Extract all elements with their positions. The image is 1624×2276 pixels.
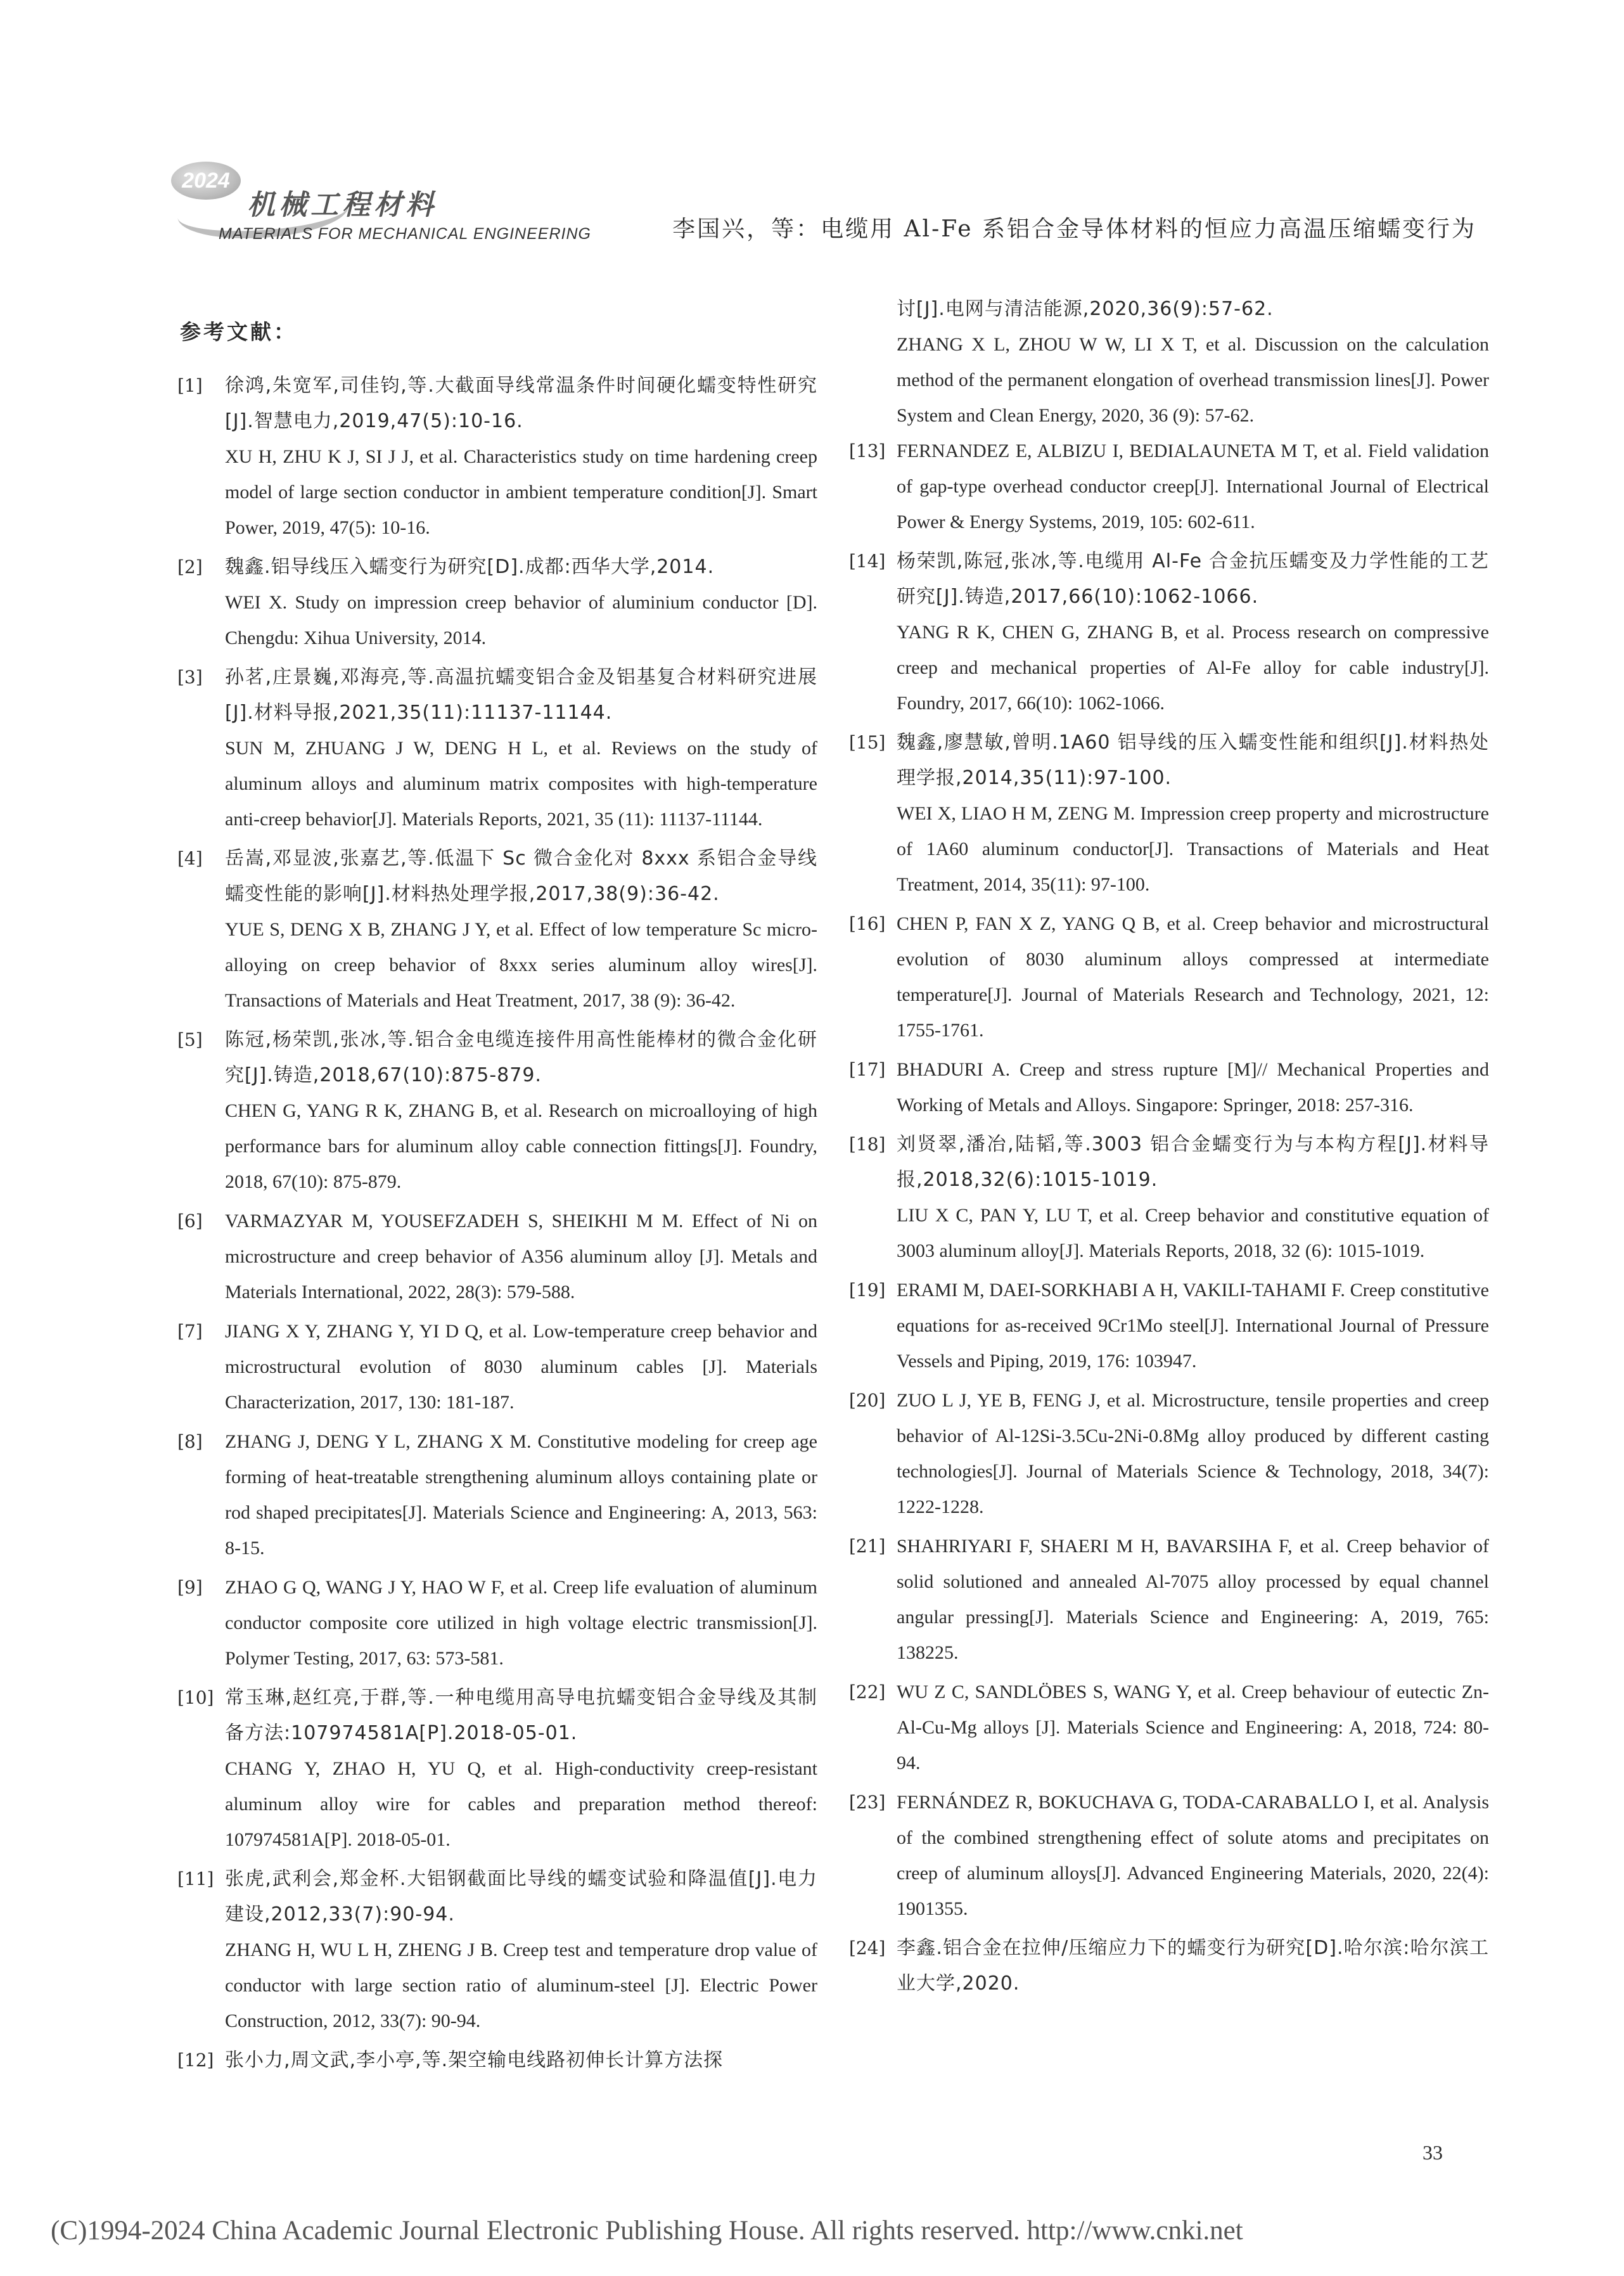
- reference-item: [849, 1931, 1489, 2002]
- reference-item: [177, 1314, 817, 1420]
- reference-body: [225, 550, 817, 656]
- reference-body: [225, 660, 817, 837]
- reference-en-text: BHADURI A. Creep and stress rupture [M]// Mechanical Properties and Working of Metals and Alloys. Singapore: Springer, 2018: 257-316.: [897, 1059, 1489, 1115]
- reference-cn-text: 魏鑫,廖慧敏,曾明.1A60 铝导线的压入蠕变性能和组织[J].材料热处理学报,2014,35(11):97-100.: [897, 731, 1489, 789]
- reference-number: [21]: [849, 1536, 886, 1557]
- reference-item: [849, 725, 1489, 903]
- reference-en-text: WEI X, LIAO H M, ZENG M. Impression creep property and microstructure of 1A60 aluminum conductor[J]. Transactions of Materials and Heat Treatment, 2014, 35(11): 97-100.: [897, 803, 1489, 895]
- reference-en-text: ERAMI M, DAEI-SORKHABI A H, VAKILI-TAHAMI F. Creep constitutive equations for as-received 9Cr1Mo steel[J]. International Journal of Pressure Vessels and Piping, 2019, 176: 103947.: [897, 1280, 1489, 1372]
- page-header: [171, 143, 1476, 257]
- reference-body: [225, 1314, 817, 1420]
- reference-body: [897, 1529, 1489, 1671]
- reference-item: [849, 544, 1489, 721]
- copyright-footer: (C)1994-2024 China Academic Journal Electronic Publishing House. All rights reserved. http://www.cnki.net: [51, 2216, 1243, 2246]
- reference-item: [849, 1675, 1489, 1781]
- reference-body: [897, 434, 1489, 540]
- reference-body: [225, 1424, 817, 1566]
- reference-body: [225, 1861, 817, 2039]
- running-title: 李国兴，等：电缆用 Al-Fe 系铝合金导体材料的恒应力高温压缩蠕变行为: [672, 216, 1476, 242]
- reference-en-text: WU Z C, SANDLÖBES S, WANG Y, et al. Creep behaviour of eutectic Zn-Al-Cu-Mg alloys [J]. Materials Science and Engineering: A, 2018, 724: 80-94.: [897, 1681, 1489, 1773]
- reference-body: [897, 1383, 1489, 1525]
- reference-body: [225, 1680, 817, 1858]
- reference-number: [16]: [849, 913, 886, 934]
- reference-en-text: VARMAZYAR M, YOUSEFZADEH S, SHEIKHI M M. Effect of Ni on microstructure and creep behavior of A356 aluminum alloy [J]. Metals and Materials International, 2022, 28(3): 579-588.: [225, 1211, 817, 1302]
- reference-body: [225, 1022, 817, 1200]
- reference-body: [225, 1204, 817, 1310]
- page-number: 33: [1423, 2141, 1443, 2164]
- reference-body: [897, 906, 1489, 1048]
- reference-number: [14]: [849, 551, 886, 572]
- reference-number: [8]: [177, 1431, 203, 1452]
- reference-en-text: ZHAO G Q, WANG J Y, HAO W F, et al. Creep life evaluation of aluminum conductor composite core utilized in high voltage electric transmission[J]. Polymer Testing, 2017, 63: 573-581.: [225, 1577, 817, 1669]
- reference-en-text: LIU X C, PAN Y, LU T, et al. Creep behavior and constitutive equation of 3003 aluminum alloy[J]. Materials Reports, 2018, 32 (6): 1015-1019.: [897, 1205, 1489, 1261]
- reference-item: [177, 1570, 817, 1676]
- reference-number: [5]: [177, 1029, 203, 1050]
- reference-en-text: YANG R K, CHEN G, ZHANG B, et al. Process research on compressive creep and mechanical properties of Al-Fe alloy for cable industry[J]. Foundry, 2017, 66(10): 1062-1066.: [897, 622, 1489, 714]
- reference-item: [177, 1861, 817, 2039]
- reference-number: [12]: [177, 2050, 214, 2071]
- reference-cn-text: 李鑫.铝合金在拉伸/压缩应力下的蠕变行为研究[D].哈尔滨:哈尔滨工业大学,2020.: [897, 1937, 1489, 1995]
- journal-title-cn: 机械工程材料: [247, 189, 437, 221]
- reference-item: [849, 1383, 1489, 1525]
- reference-body: [897, 1127, 1489, 1269]
- reference-item: [849, 1052, 1489, 1123]
- reference-item: [177, 368, 817, 546]
- reference-number: [19]: [849, 1280, 886, 1301]
- reference-cn-text: 魏鑫.铝导线压入蠕变行为研究[D].成都:西华大学,2014.: [225, 556, 715, 578]
- reference-number: [9]: [177, 1577, 203, 1598]
- reference-body: [897, 1273, 1489, 1379]
- reference-body: [897, 544, 1489, 721]
- reference-en-text: ZHANG H, WU L H, ZHENG J B. Creep test and temperature drop value of conductor with large section ratio of aluminum-steel [J]. Electric Power Construction, 2012, 33(7): 90-94.: [225, 1939, 817, 2031]
- reference-number: [23]: [849, 1792, 886, 1813]
- reference-number: [3]: [177, 667, 203, 688]
- reference-en-text: ZHANG J, DENG Y L, ZHANG X M. Constitutive modeling for creep age forming of heat-treatable strengthening aluminum alloys containing plate or rod shaped precipitates[J]. Materials Science and Engineering: A, 2013, 563: 8-15.: [225, 1431, 817, 1559]
- reference-item: [177, 1204, 817, 1310]
- reference-item: [177, 550, 817, 656]
- reference-number: [18]: [849, 1134, 886, 1155]
- reference-item: [849, 1785, 1489, 1927]
- reference-body: [225, 841, 817, 1019]
- reference-item: [177, 1680, 817, 1858]
- reference-en-text: WEI X. Study on impression creep behavior of aluminium conductor [D]. Chengdu: Xihua University, 2014.: [225, 592, 817, 648]
- reference-item: [849, 434, 1489, 540]
- reference-item: [177, 1424, 817, 1566]
- references-left-column: [177, 304, 817, 2082]
- reference-number: [20]: [849, 1390, 886, 1411]
- reference-cn-text: 张虎,武利会,郑金杯.大铝钢截面比导线的蠕变试验和降温值[J].电力建设,2012,33(7):90-94.: [225, 1868, 817, 1926]
- reference-list-right: [849, 434, 1489, 2002]
- reference-item: [177, 2043, 817, 2078]
- journal-year-badge: 2024: [171, 162, 241, 200]
- references-heading: 参考文献：: [180, 319, 297, 344]
- reference-item: [177, 660, 817, 837]
- reference-body: [897, 1785, 1489, 1927]
- reference-body: [225, 368, 817, 546]
- reference-body: [225, 1570, 817, 1676]
- reference-en-text: XU H, ZHU K J, SI J J, et al. Characteristics study on time hardening creep model of large section conductor in ambient temperature condition[J]. Smart Power, 2019, 47(5): 10-16.: [225, 446, 817, 538]
- reference-number: [24]: [849, 1938, 886, 1958]
- reference-number: [10]: [177, 1687, 214, 1708]
- reference-en-text: ZHANG X L, ZHOU W W, LI X T, et al. Discussion on the calculation method of the permanent elongation of overhead transmission lines[J]. Power System and Clean Energy, 2020, 36 (9): 57-62.: [897, 334, 1489, 426]
- reference-cn-text: 岳嵩,邓显波,张嘉艺,等.低温下 Sc 微合金化对 8xxx 系铝合金导线蠕变性能的影响[J].材料热处理学报,2017,38(9):36-42.: [225, 847, 817, 905]
- reference-item: [849, 1127, 1489, 1269]
- reference-body: [897, 725, 1489, 903]
- reference-cn-text: 杨荣凯,陈冠,张冰,等.电缆用 Al-Fe 合金抗压蠕变及力学性能的工艺研究[J].铸造,2017,66(10):1062-1066.: [897, 550, 1489, 608]
- reference-number: [7]: [177, 1321, 203, 1342]
- journal-title-en: MATERIALS FOR MECHANICAL ENGINEERING: [219, 225, 591, 243]
- reference-cn-text: 徐鸿,朱宽军,司佳钧,等.大截面导线常温条件时间硬化蠕变特性研究[J].智慧电力,2019,47(5):10-16.: [225, 375, 817, 432]
- reference-en-text: CHEN P, FAN X Z, YANG Q B, et al. Creep behavior and microstructural evolution of 8030 aluminum alloys compressed at intermediate temperature[J]. Journal of Materials Research and Technology, 2021, 12: 1755-1761.: [897, 913, 1489, 1041]
- reference-12-continuation: [897, 292, 1489, 434]
- reference-list-left: [177, 368, 817, 2078]
- reference-en-text: YUE S, DENG X B, ZHANG J Y, et al. Effect of low temperature Sc micro-alloying on creep behavior of 8xxx series aluminum alloy wires[J]. Transactions of Materials and Heat Treatment, 2017, 38 (9): 36-42.: [225, 919, 817, 1011]
- reference-body: [225, 2043, 817, 2078]
- reference-item: [849, 906, 1489, 1048]
- reference-number: [22]: [849, 1681, 886, 1702]
- reference-item: [849, 1529, 1489, 1671]
- reference-number: [15]: [849, 732, 886, 753]
- reference-en-text: SUN M, ZHUANG J W, DENG H L, et al. Reviews on the study of aluminum alloys and aluminum matrix composites with high-temperature anti-creep behavior[J]. Materials Reports, 2021, 35 (11): 11137-11144.: [225, 738, 817, 830]
- reference-cn-text: 常玉琳,赵红亮,于群,等.一种电缆用高导电抗蠕变铝合金导线及其制备方法:107974581A[P].2018-05-01.: [225, 1687, 817, 1744]
- reference-number: [13]: [849, 440, 886, 461]
- reference-number: [2]: [177, 556, 203, 577]
- reference-number: [11]: [177, 1868, 214, 1889]
- references-right-column: [849, 292, 1489, 2005]
- reference-item: [177, 841, 817, 1019]
- reference-body: [897, 1052, 1489, 1123]
- reference-number: [17]: [849, 1059, 886, 1080]
- reference-cn-text: 张小力,周文武,李小亭,等.架空输电线路初伸长计算方法探: [225, 2049, 724, 2071]
- reference-en-text: FERNÁNDEZ R, BOKUCHAVA G, TODA-CARABALLO I, et al. Analysis of the combined strengthening effect of solute atoms and precipitates on creep of aluminum alloys[J]. Advanced Engineering Materials, 2020, 22(4): 1901355.: [897, 1792, 1489, 1919]
- reference-en-text: CHEN G, YANG R K, ZHANG B, et al. Research on microalloying of high performance bars for aluminum alloy cable connection fittings[J]. Foundry, 2018, 67(10): 875-879.: [225, 1100, 817, 1192]
- reference-body: [897, 1675, 1489, 1781]
- reference-en-text: ZUO L J, YE B, FENG J, et al. Microstructure, tensile properties and creep behavior of Al-12Si-3.5Cu-2Ni-0.8Mg alloy produced by different casting technologies[J]. Journal of Materials Science & Technology, 2018, 34(7): 1222-1228.: [897, 1390, 1489, 1517]
- reference-item: [849, 1273, 1489, 1379]
- reference-en-text: CHANG Y, ZHAO H, YU Q, et al. High-conductivity creep-resistant aluminum alloy wire for cables and preparation method thereof: 107974581A[P]. 2018-05-01.: [225, 1758, 817, 1850]
- reference-en-text: JIANG X Y, ZHANG Y, YI D Q, et al. Low-temperature creep behavior and microstructural evolution of 8030 aluminum cables [J]. Materials Characterization, 2017, 130: 181-187.: [225, 1321, 817, 1413]
- reference-number: [1]: [177, 375, 203, 396]
- reference-number: [4]: [177, 848, 203, 869]
- reference-cn-text: 刘贤翠,潘冶,陆韬,等.3003 铝合金蠕变行为与本构方程[J].材料导报,2018,32(6):1015-1019.: [897, 1133, 1489, 1191]
- reference-number: [6]: [177, 1211, 203, 1231]
- reference-cn-text: 陈冠,杨荣凯,张冰,等.铝合金电缆连接件用高性能棒材的微合金化研究[J].铸造,2018,67(10):875-879.: [225, 1029, 817, 1086]
- reference-en-text: SHAHRIYARI F, SHAERI M H, BAVARSIHA F, et al. Creep behavior of solid solutioned and annealed Al-7075 alloy processed by equal channel angular pressing[J]. Materials Science and Engineering: A, 2019, 765: 138225.: [897, 1536, 1489, 1663]
- reference-body: [897, 1931, 1489, 2002]
- reference-cn-text: 孙茗,庄景巍,邓海亮,等.高温抗蠕变铝合金及铝基复合材料研究进展[J].材料导报,2021,35(11):11137-11144.: [225, 666, 817, 724]
- reference-en-text: FERNANDEZ E, ALBIZU I, BEDIALAUNETA M T, et al. Field validation of gap-type overhead conductor creep[J]. International Journal of Electrical Power & Energy Systems, 2019, 105: 602-611.: [897, 440, 1489, 532]
- reference-item: [177, 1022, 817, 1200]
- reference-cn-text: 讨[J].电网与清洁能源,2020,36(9):57-62.: [897, 298, 1274, 320]
